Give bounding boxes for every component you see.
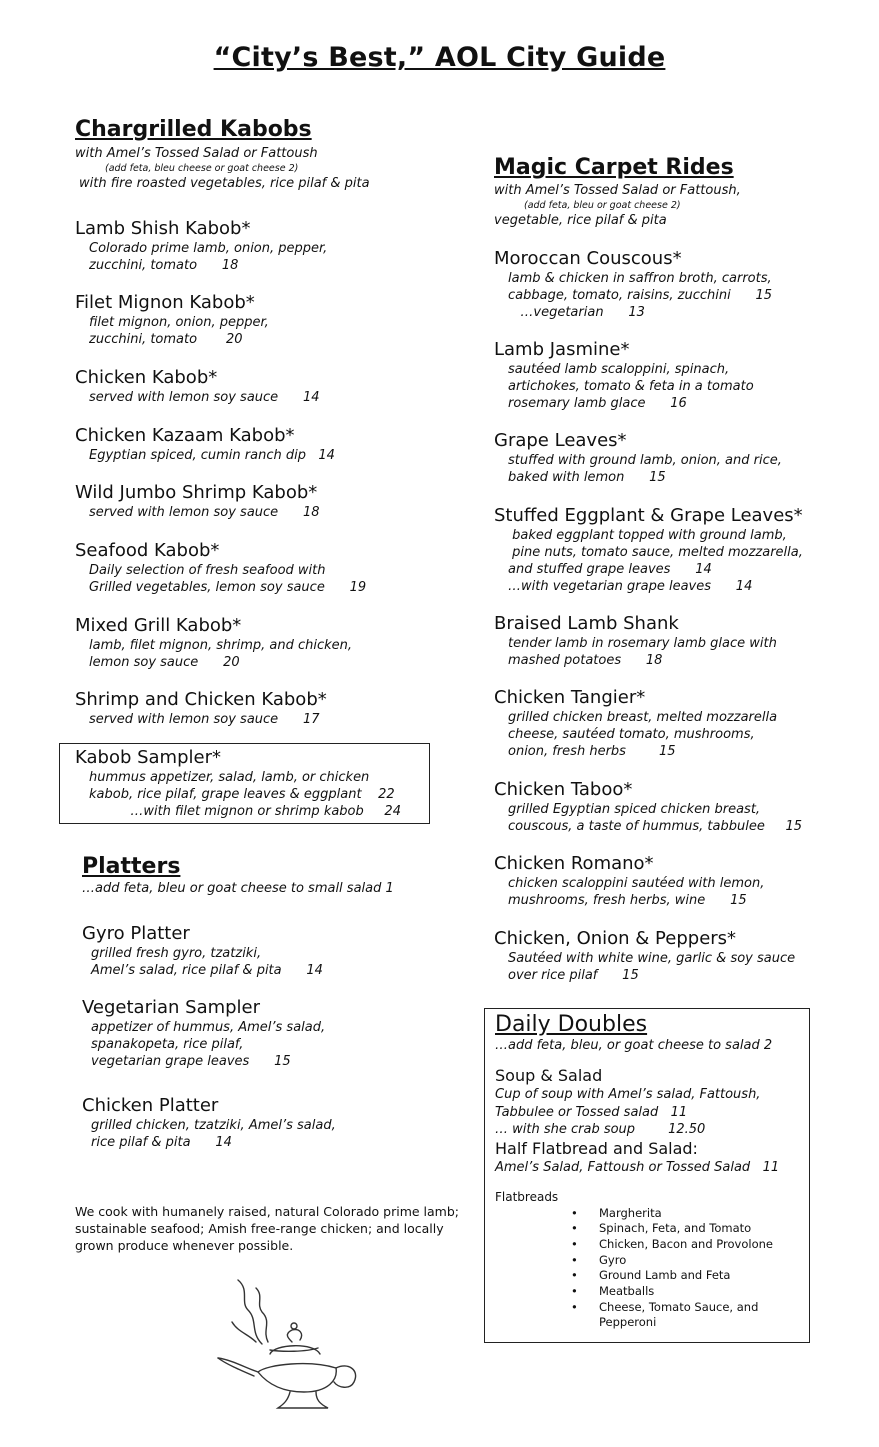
menu-item [494, 248, 772, 321]
item-name: Soup & Salad [495, 1066, 603, 1085]
item-name: Kabob Sampler* [75, 747, 221, 768]
item-name: Wild Jumbo Shrimp Kabob* [75, 482, 318, 503]
item-name: Mixed Grill Kabob* [75, 615, 242, 636]
item-desc: Sautéed with white wine, garlic & soy sauce over rice pilaf 15 [508, 951, 796, 983]
item-name: Chicken Tangier* [494, 687, 646, 708]
item-name: Gyro Platter [82, 923, 190, 944]
menu-item [494, 430, 782, 486]
section-title-daily: Daily Doubles [495, 1012, 648, 1037]
section-title-platters: Platters [82, 854, 181, 879]
magic-sub-line2: (add feta, bleu or goat cheese 2) [524, 200, 681, 211]
platters-subtitle: …add feta, bleu or goat cheese to small salad 1 [82, 881, 394, 896]
item-name: Vegetarian Sampler [82, 997, 261, 1018]
section-title-kabobs: Chargrilled Kabobs [75, 117, 312, 142]
magic-sub-line3: vegetable, rice pilaf & pita [494, 213, 667, 228]
item-desc: Daily selection of fresh seafood with Grilled vegetables, lemon soy sauce 19 [89, 563, 367, 595]
item-name: Chicken Romano* [494, 853, 654, 874]
menu-item [494, 687, 777, 760]
menu-item [75, 482, 320, 521]
menu-item [82, 997, 325, 1070]
item-name: Stuffed Eggplant & Grape Leaves* [494, 505, 803, 526]
kabobs-sub-line1: with Amel’s Tossed Salad or Fattoush [75, 146, 318, 161]
item-name: Filet Mignon Kabob* [75, 292, 255, 313]
list-item: • Cheese, Tomato Sauce, and Pepperoni [571, 1300, 791, 1331]
item-name: Chicken Kabob* [75, 367, 218, 388]
item-desc: served with lemon soy sauce 18 [89, 505, 320, 520]
menu-item [494, 339, 754, 412]
item-name: Shrimp and Chicken Kabob* [75, 689, 327, 710]
item-desc: lamb & chicken in saffron broth, carrots, cabbage, tomato, raisins, zucchini 15 …vegetarian 13 [508, 271, 773, 320]
sourcing-note: We cook with humanely raised, natural Colorado prime lamb; sustainable seafood; Amish free-range chicken; and locally grown produce whenever possible. [75, 1204, 460, 1253]
item-name: Half Flatbread and Salad: [495, 1138, 698, 1158]
item-desc: appetizer of hummus, Amel’s salad, spanakopeta, rice pilaf, vegetarian grape leaves 15 [91, 1020, 326, 1069]
item-desc: served with lemon soy sauce 14 [89, 390, 320, 405]
daily-doubles-box [484, 1008, 810, 1343]
menu-item [82, 1095, 336, 1151]
item-name: Chicken Taboo* [494, 779, 633, 800]
item-name: Seafood Kabob* [75, 540, 220, 561]
daily-subtitle: …add feta, bleu, or goat cheese to salad 2 [495, 1038, 773, 1053]
item-desc: grilled fresh gyro, tzatziki, Amel’s salad, rice pilaf & pita 14 [91, 946, 323, 978]
item-name: Grape Leaves* [494, 430, 627, 451]
magic-subtitle [494, 183, 741, 229]
kabobs-sub-line2: (add feta, bleu cheese or goat cheese 2) [105, 163, 299, 174]
menu-item [82, 923, 323, 979]
item-desc: sautéed lamb scaloppini, spinach, artichokes, tomato & feta in a tomato rosemary lamb glace 16 [508, 362, 754, 411]
list-item: • Chicken, Bacon and Provolone [571, 1237, 791, 1253]
item-name: Lamb Shish Kabob* [75, 218, 251, 239]
item-desc: Amel’s Salad, Fattoush or Tossed Salad 11 [495, 1159, 780, 1175]
menu-item [75, 615, 352, 671]
item-desc: lamb, filet mignon, shrimp, and chicken, lemon soy sauce 20 [89, 638, 353, 670]
item-desc: served with lemon soy sauce 17 [89, 712, 320, 727]
flatbread-list [571, 1206, 791, 1332]
list-item: • Spinach, Feta, and Tomato [571, 1221, 791, 1237]
page-title: “City’s Best,” AOL City Guide [213, 42, 666, 73]
item-desc: baked eggplant topped with ground lamb, pine nuts, tomato sauce, melted mozzarella, and stuffed grape leaves 14 …with vegetarian grape leaves 14 [508, 528, 803, 594]
item-desc: hummus appetizer, salad, lamb, or chicken kabob, rice pilaf, grape leaves & eggplant 22 …with filet mignon or shrimp kabob 24 [89, 770, 401, 819]
item-desc: tender lamb in rosemary lamb glace with mashed potatoes 18 [508, 636, 777, 668]
menu-item [75, 425, 335, 464]
item-name: Chicken, Onion & Peppers* [494, 928, 737, 949]
kabobs-sub-line3: with fire roasted vegetables, rice pilaf & pita [79, 176, 370, 191]
item-desc: grilled chicken breast, melted mozzarella cheese, sautéed tomato, mushrooms, onion, fresh herbs 15 [508, 710, 778, 759]
item-desc: Egyptian spiced, cumin ranch dip 14 [89, 448, 335, 463]
list-item: • Margherita [571, 1206, 791, 1222]
item-desc: Cup of soup with Amel’s salad, Fattoush, Tabbulee or Tossed salad 11 … with she crab soup 12.50 [495, 1087, 761, 1137]
menu-item [494, 928, 795, 984]
item-name: Braised Lamb Shank [494, 613, 679, 634]
item-desc: stuffed with ground lamb, onion, and rice, baked with lemon 15 [508, 453, 782, 485]
item-desc: grilled Egyptian spiced chicken breast, couscous, a taste of hummus, tabbulee 15 [508, 802, 803, 834]
menu-item [75, 218, 327, 274]
list-item: • Gyro [571, 1253, 791, 1269]
menu-item [75, 292, 269, 348]
menu-item [75, 540, 366, 596]
section-title-magic: Magic Carpet Rides [494, 155, 734, 180]
kabobs-subtitle [75, 146, 370, 192]
menu-item [494, 505, 803, 595]
flatbreads-label: Flatbreads [495, 1189, 559, 1204]
item-name: Lamb Jasmine* [494, 339, 630, 360]
item-name: Chicken Kazaam Kabob* [75, 425, 295, 446]
list-item: • Ground Lamb and Feta [571, 1268, 791, 1284]
menu-item [494, 779, 802, 835]
genie-lamp-icon [210, 1272, 370, 1422]
magic-sub-line1: with Amel’s Tossed Salad or Fattoush, [494, 183, 741, 198]
kabob-sampler-box [59, 743, 430, 824]
item-desc: Colorado prime lamb, onion, pepper, zucchini, tomato 18 [89, 241, 328, 273]
menu-item [494, 853, 764, 909]
menu-item [75, 689, 327, 728]
item-desc: chicken scaloppini sautéed with lemon, mushrooms, fresh herbs, wine 15 [508, 876, 765, 908]
menu-item [75, 367, 320, 406]
menu-item [494, 613, 777, 669]
item-name: Moroccan Couscous* [494, 248, 682, 269]
item-desc: grilled chicken, tzatziki, Amel’s salad, rice pilaf & pita 14 [91, 1118, 336, 1150]
item-name: Chicken Platter [82, 1095, 219, 1116]
item-desc: filet mignon, onion, pepper, zucchini, tomato 20 [89, 315, 269, 347]
list-item: • Meatballs [571, 1284, 791, 1300]
